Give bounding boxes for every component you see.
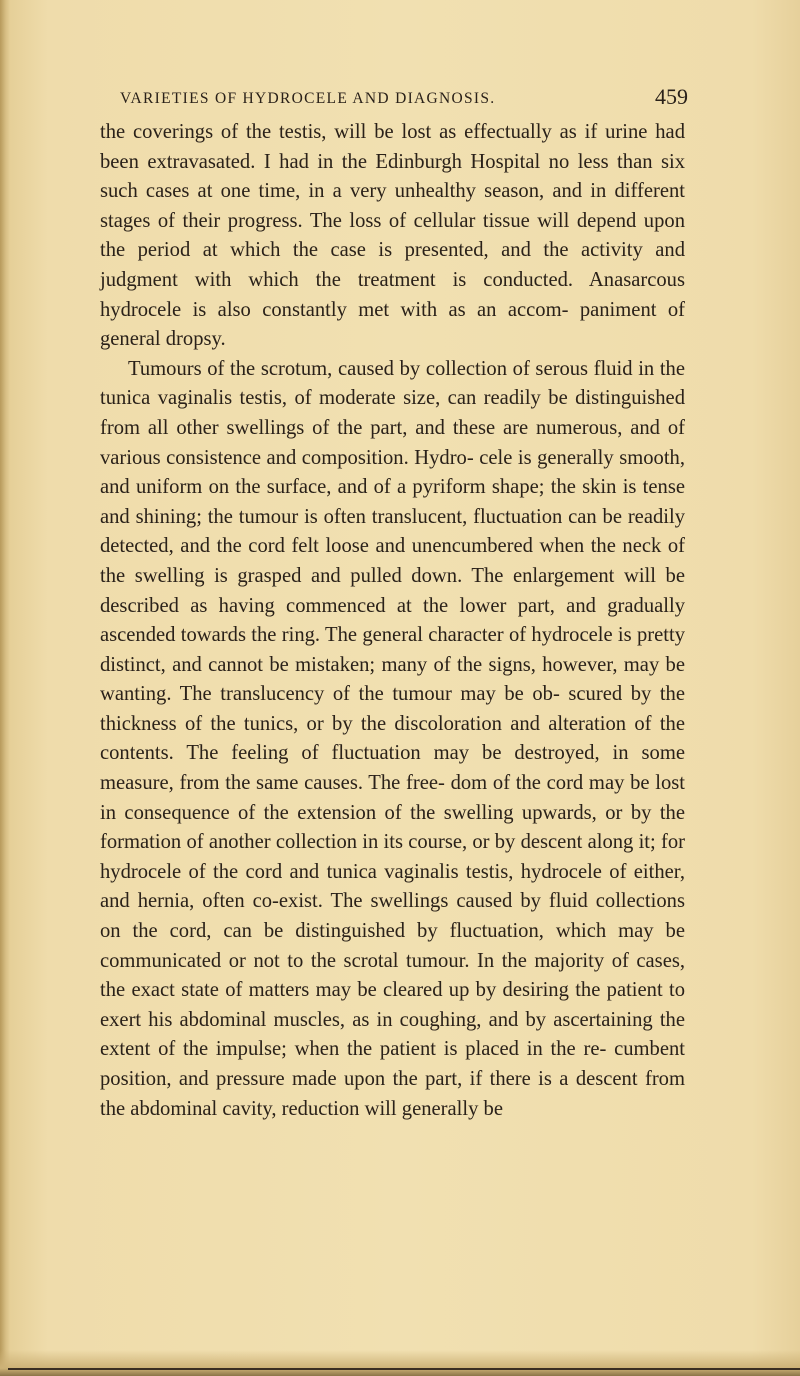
paragraph-hydrocele-diagnosis: Tumours of the scrotum, caused by collection of serous fluid in the tunica vaginalis testis, of moderate size, can readily be distinguished from all other swellings of the part, and these are numerous, and of various consistence and composition. Hydro- cele is generally smooth, and uniform on the surface, and of a pyriform shape; the skin is tense and shining; the tumour is often translucent, fluctuation can be readily detected, and the cord felt loose and unencumbered when the neck of the swelling is grasped and pulled down. The enlargement will be described as having commenced at the lower part, and gradually ascended towards the ring. The general character of hydrocele is pretty distinct, and cannot be mistaken; many of the signs, however, may be wanting. The translucency of the tumour may be ob- scured by the thickness of the tunics, or by the discoloration and alteration of the contents. The feeling of fluctuation may be destroyed, in some measure, from the same causes. The free- dom of the cord may be lost in consequence of the extension of the swelling upwards, or by the formation of another collection in its course, or by descent along it; for hydrocele of the cord and tunica vaginalis testis, hydrocele of either, and hernia, often co-exist. The swellings caused by fluid collections on the cord, can be distinguished by fluctuation, which may be communicated or not to the scrotal tumour. In the majority of cases, the exact state of matters may be cleared up by desiring the patient to exert his abdominal muscles, as in coughing, and by ascertaining the extent of the impulse; when the patient is placed in the re- cumbent position, and pressure made upon the part, if there is a descent from the abdominal cavity, reduction will generally be — [100, 357, 685, 1120]
page-gutter-shadow — [0, 0, 10, 1376]
body-text — [100, 118, 685, 1124]
page-bottom-edge — [0, 1350, 800, 1376]
running-head: VARIETIES OF HYDROCELE AND DIAGNOSIS. — [120, 90, 496, 107]
page-header — [120, 84, 688, 114]
page-number: 459 — [655, 84, 688, 109]
page-bottom-rule — [8, 1368, 800, 1370]
paragraph-continuation: the coverings of the testis, will be lost as effectually as if urine had been extravasated. I had in the Edinburgh Hospital no less than six such cases at one time, in a very unhealthy season, and in different stages of their progress. The loss of cellular tissue will depend upon the period at which the case is presented, and the activity and judgment with which the treatment is conducted. Anasarcous hydrocele is also constantly met with as an accom- paniment of general dropsy. — [100, 121, 685, 351]
